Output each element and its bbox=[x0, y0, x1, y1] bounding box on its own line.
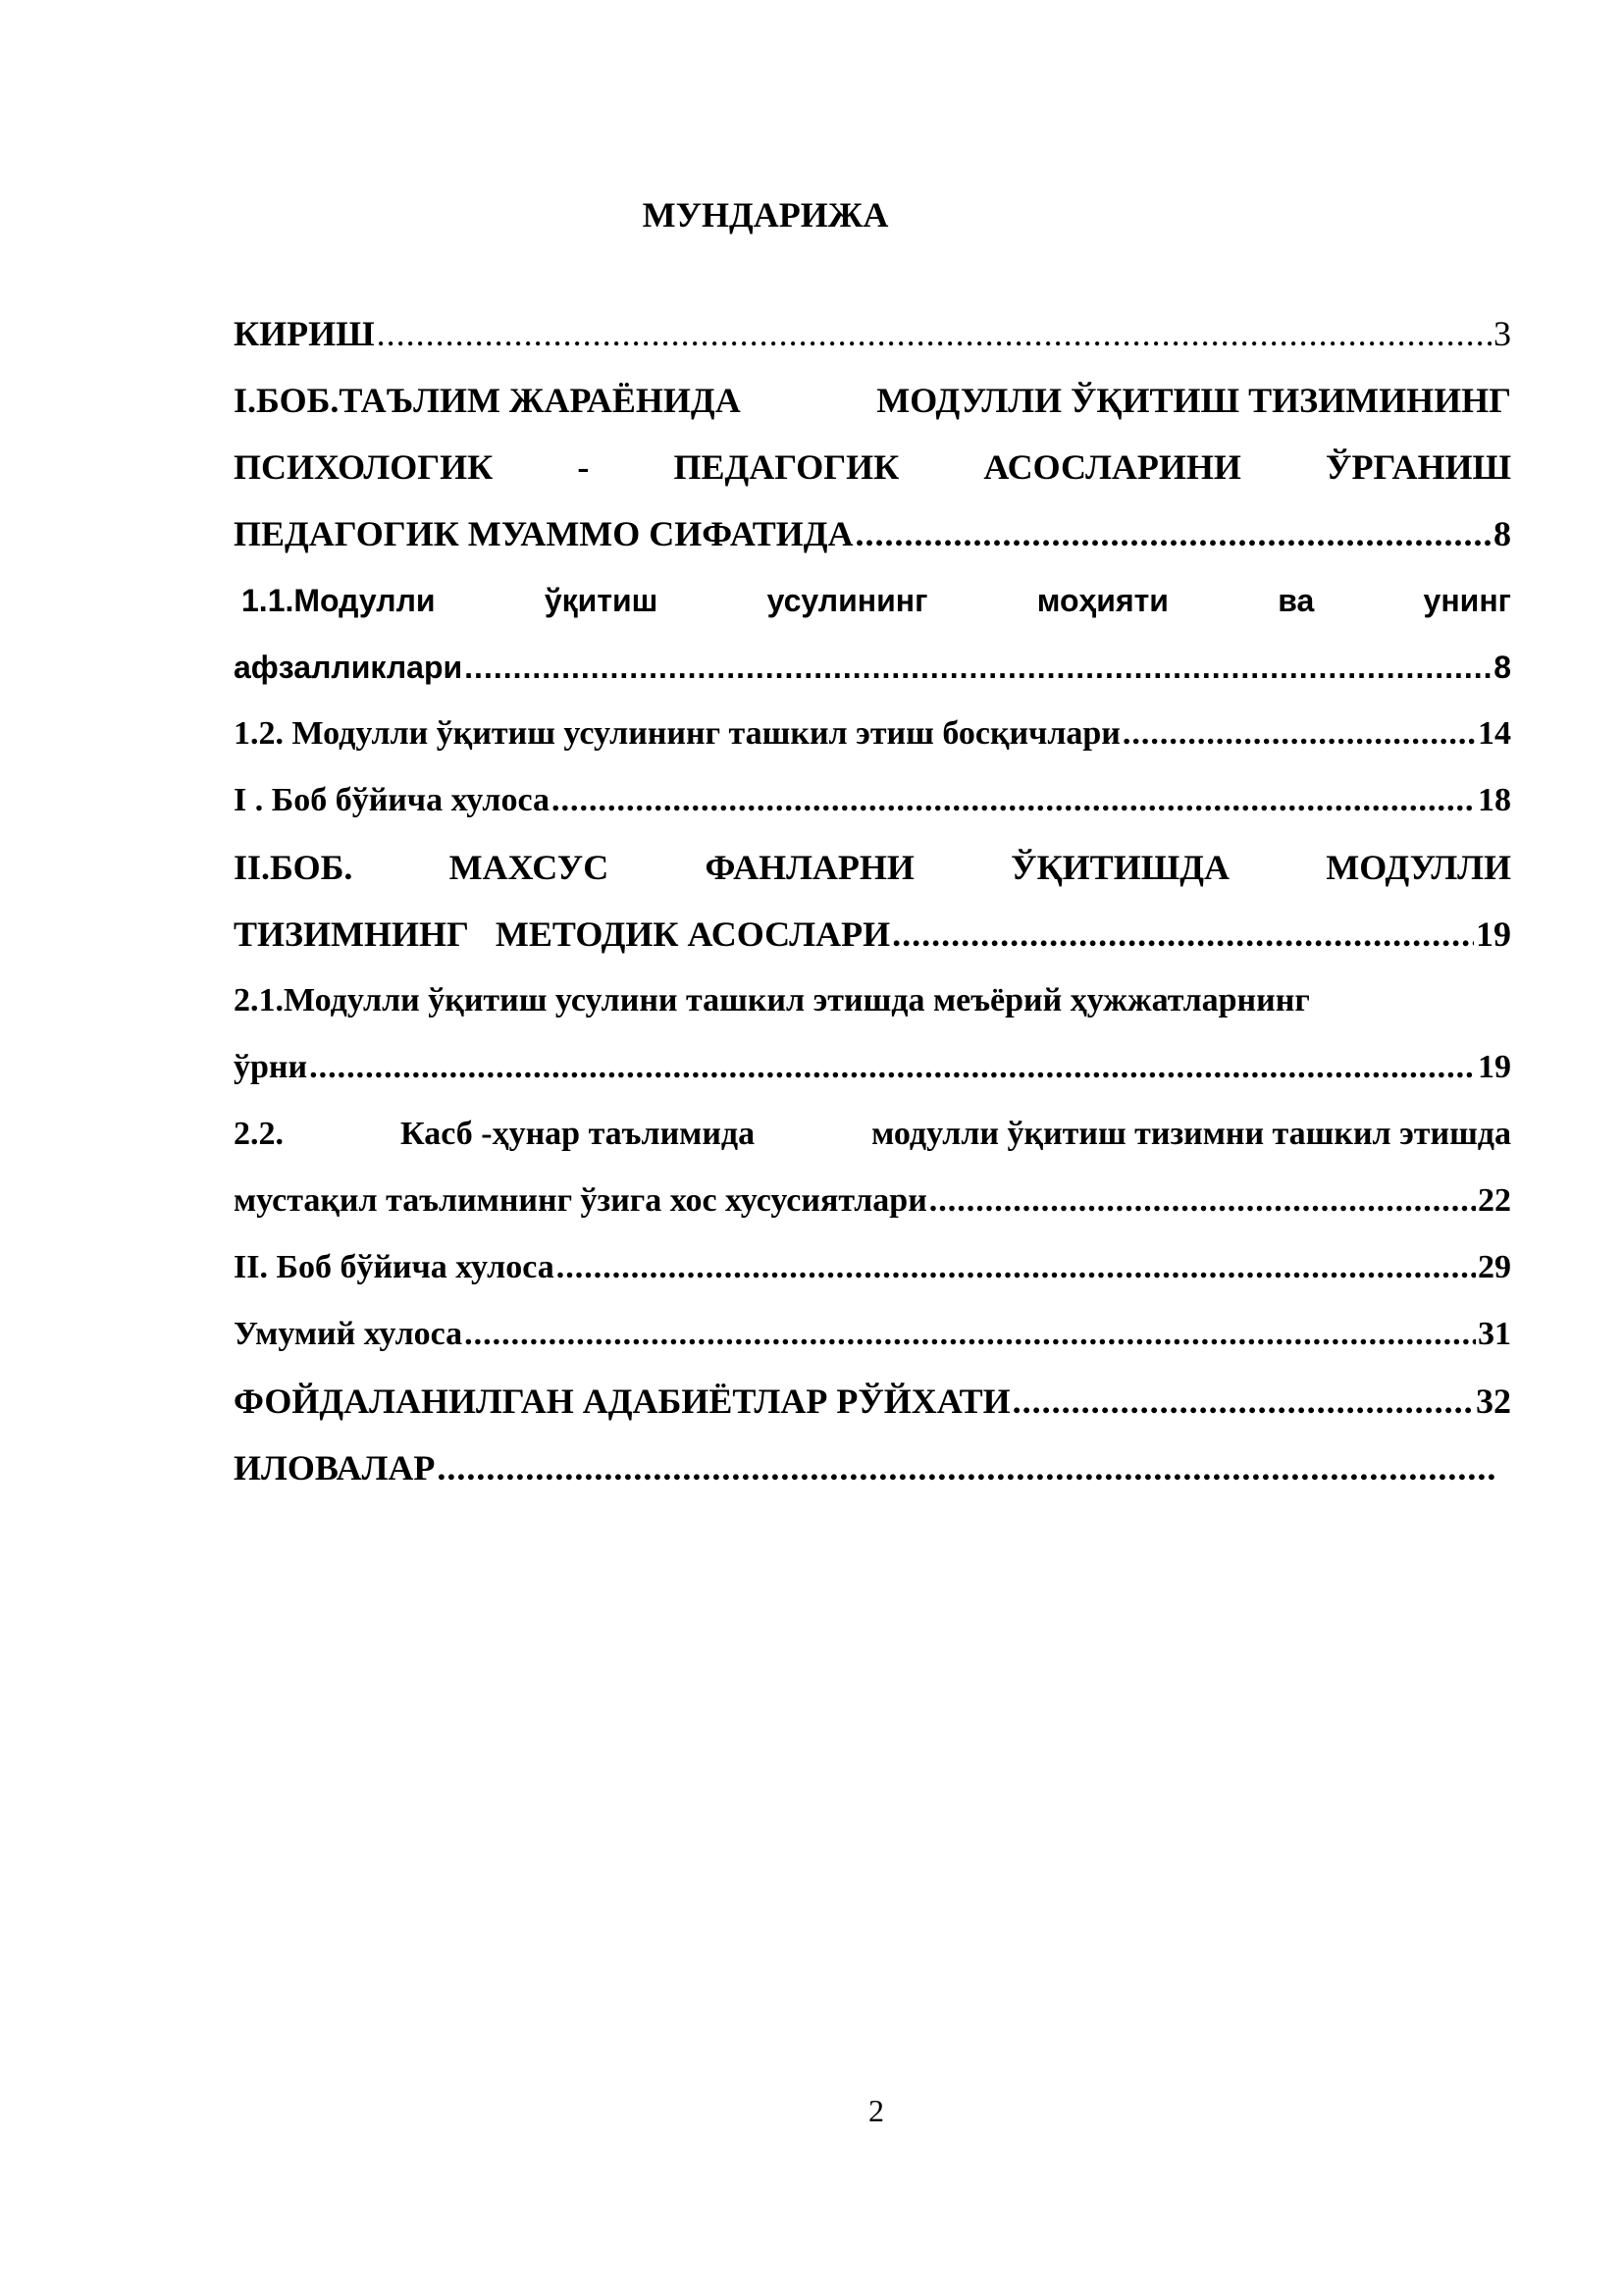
toc-entry-label: ПЕДАГОГИК МУАММО СИФАТИДА bbox=[234, 514, 854, 553]
toc-entry-text: усулининг bbox=[766, 583, 928, 618]
dot-leader bbox=[556, 1234, 1476, 1301]
dot-leader bbox=[892, 901, 1474, 967]
toc-entry-label: мустақил таълимнинг ўзига хос хусусиятлари bbox=[234, 1182, 927, 1219]
toc-page-number: 8 bbox=[1493, 650, 1511, 685]
dot-leader bbox=[464, 1301, 1476, 1368]
toc-page-number: 3 bbox=[1493, 314, 1511, 353]
toc-entry-text: II.БОБ. bbox=[234, 848, 353, 887]
toc-entry-2-2-line1 bbox=[234, 1101, 1511, 1168]
toc-entry-text: 2.1.Модулли ўқитиш усулини ташкил этишда меъёрий ҳужжатларнинг bbox=[234, 982, 1310, 1018]
toc-entry-text: 2.2. bbox=[234, 1116, 284, 1152]
toc-entry-text: ФАНЛАРНИ bbox=[705, 848, 915, 887]
toc-entry-label: 1.2. Модулли ўқитиш усулининг ташкил этиш босқичлари bbox=[234, 715, 1121, 752]
toc-entry-1-1-line1 bbox=[234, 567, 1511, 634]
toc-page-number: 18 bbox=[1478, 782, 1511, 818]
toc-entry-label: ФОЙДАЛАНИЛГАН АДАБИЁТЛАР РЎЙХАТИ bbox=[234, 1382, 1011, 1421]
dot-leader bbox=[856, 500, 1492, 567]
toc-entry-bob2-line2 bbox=[234, 901, 1511, 967]
toc-page-number: 8 bbox=[1493, 514, 1511, 553]
toc-entry-text: Касб -ҳунар таълимида bbox=[400, 1116, 756, 1152]
dot-leader bbox=[437, 1435, 1495, 1501]
toc-entry-text: ва bbox=[1278, 583, 1315, 618]
dot-leader bbox=[929, 1168, 1476, 1234]
toc-entry-1-2 bbox=[234, 701, 1511, 767]
toc-entry-text: ЎҚИТИШДА bbox=[1011, 848, 1230, 887]
toc-entry-text: унинг bbox=[1423, 583, 1511, 618]
toc-entry-text: МАХСУС bbox=[448, 848, 609, 887]
toc-entry-bob1-line1 bbox=[234, 367, 1511, 434]
toc-entry-text: МОДУЛЛИ ЎҚИТИШ ТИЗИМИНИНГ bbox=[876, 381, 1511, 420]
toc-page-number: 29 bbox=[1478, 1249, 1511, 1285]
dot-leader bbox=[309, 1034, 1476, 1101]
toc-entry-label: ИЛОВАЛАР bbox=[234, 1448, 436, 1487]
toc-entry-label: КИРИШ bbox=[234, 314, 375, 353]
toc-entry-text: АСОСЛАРИНИ bbox=[983, 447, 1241, 487]
toc-entry-references bbox=[234, 1368, 1511, 1435]
toc-entry-label: афзалликлари bbox=[234, 650, 463, 685]
toc-entry-2-1-line2 bbox=[234, 1034, 1511, 1101]
dot-leader bbox=[1123, 701, 1476, 767]
toc-entry-bob1-conclusion bbox=[234, 767, 1511, 834]
toc-entry-appendices bbox=[234, 1435, 1511, 1501]
toc-page-number: 19 bbox=[1478, 1049, 1511, 1085]
toc-entry-2-1-line1 bbox=[234, 967, 1511, 1034]
toc-page-number: 32 bbox=[1476, 1382, 1511, 1421]
toc-entry-bob1-line2 bbox=[234, 434, 1511, 500]
toc-page-number: 14 bbox=[1478, 715, 1511, 752]
toc-entry-label: ТИЗИМНИНГ МЕТОДИК АСОСЛАРИ bbox=[234, 914, 891, 954]
dot-leader bbox=[464, 634, 1492, 701]
toc-page-number: 31 bbox=[1478, 1316, 1511, 1352]
toc-entry-text: ПЕДАГОГИК bbox=[673, 447, 900, 487]
toc-entry-text: I.БОБ.ТАЪЛИМ ЖАРАЁНИДА bbox=[234, 381, 741, 420]
toc-page-number: 22 bbox=[1478, 1182, 1511, 1219]
toc-entry-label: I . Боб бўйича хулоса bbox=[234, 782, 550, 818]
toc-entry-text: модулли ўқитиш тизимни ташкил этишда bbox=[871, 1116, 1511, 1152]
toc-entry-bob1-line3 bbox=[234, 500, 1511, 567]
toc-entry-text: ЎРГАНИШ bbox=[1326, 447, 1511, 487]
toc-entry-kirish bbox=[234, 300, 1511, 367]
toc-entry-text: ПСИХОЛОГИК bbox=[234, 447, 494, 487]
dot-leader bbox=[1013, 1368, 1474, 1435]
dot-leader bbox=[551, 767, 1476, 834]
toc-entry-2-2-line2 bbox=[234, 1168, 1511, 1234]
toc-entry-text: ўқитиш bbox=[544, 583, 658, 618]
toc-entry-bob2-line1 bbox=[234, 834, 1511, 901]
toc-entry-label: Умумий хулоса bbox=[234, 1316, 463, 1352]
toc-entry-bob2-conclusion bbox=[234, 1234, 1511, 1301]
toc-entry-1-1-line2 bbox=[234, 634, 1511, 701]
toc-entry-label: II. Боб бўйича хулоса bbox=[234, 1249, 554, 1285]
toc-entry-text: 1.1.Модулли bbox=[241, 583, 436, 618]
toc-entry-text: моҳияти bbox=[1036, 583, 1169, 618]
toc-entry-label: ўрни bbox=[234, 1049, 308, 1085]
toc-entry-general-conclusion bbox=[234, 1301, 1511, 1368]
page-title: МУНДАРИЖА bbox=[642, 195, 889, 235]
page-number: 2 bbox=[868, 2093, 884, 2128]
toc-entry-text: МОДУЛЛИ bbox=[1326, 848, 1511, 887]
toc-entry-text: - bbox=[577, 447, 590, 487]
table-of-contents bbox=[234, 300, 1511, 1501]
toc-page-number: 19 bbox=[1476, 914, 1511, 954]
dot-leader bbox=[377, 300, 1492, 367]
